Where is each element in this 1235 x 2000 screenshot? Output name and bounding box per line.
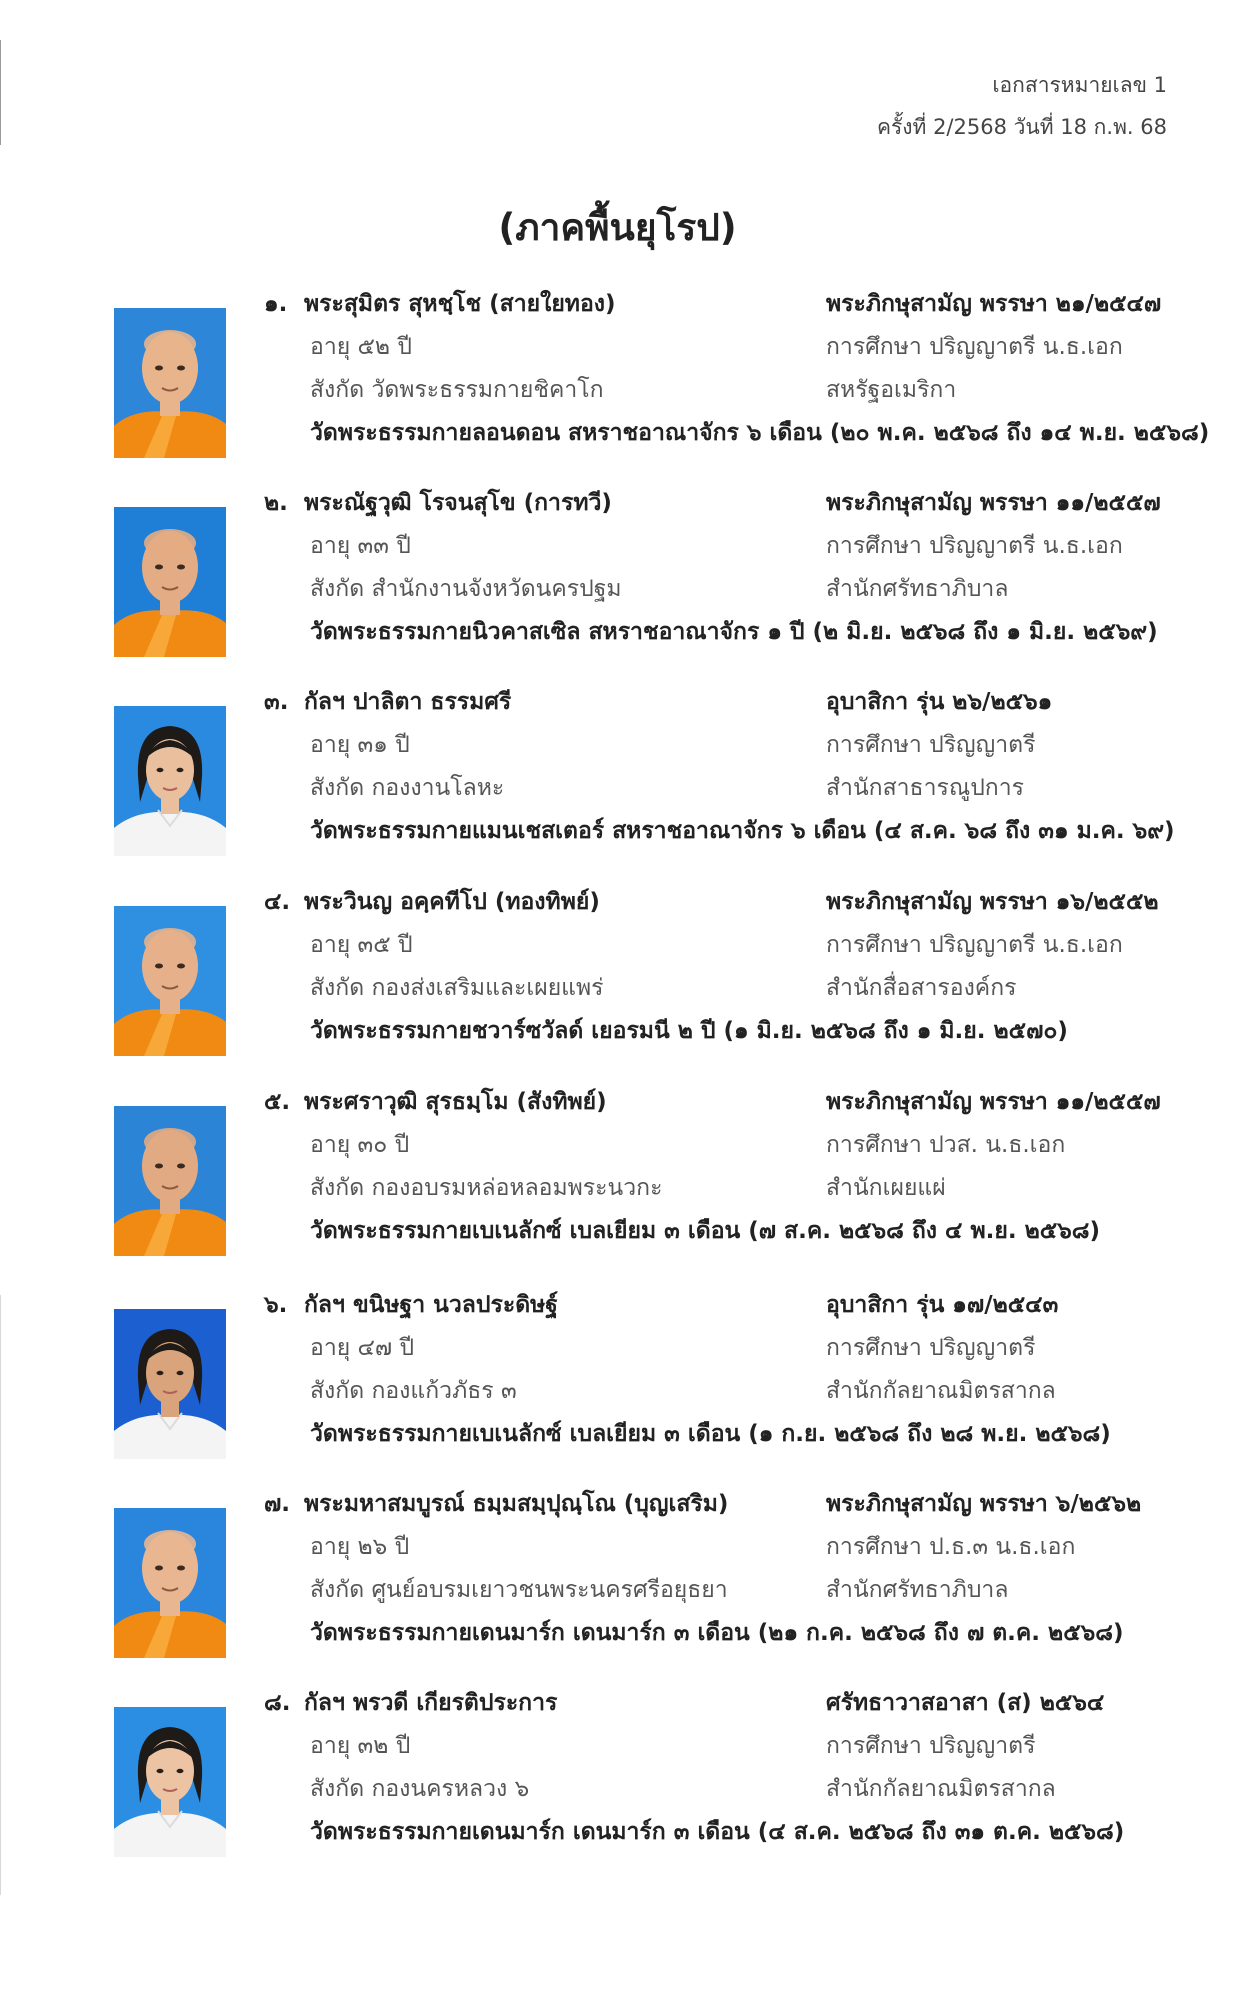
person-origin: สหรัฐอเมริกา <box>826 377 957 403</box>
person-education: การศึกษา ป.ธ.๓ น.ธ.เอก <box>826 1534 1076 1560</box>
portrait-image <box>114 1309 226 1459</box>
person-affiliation: สังกัด กองแก้วภัธร ๓ <box>310 1378 517 1404</box>
person-status <box>826 1081 1216 1210</box>
person-name: พระณัฐวุฒิ โรจนสุโข (การทวี) <box>304 490 612 516</box>
person-details <box>264 681 824 810</box>
person-status <box>826 283 1216 412</box>
person-name-line <box>264 681 824 724</box>
person-details <box>264 1682 824 1811</box>
person-education: การศึกษา ปวส. น.ธ.เอก <box>826 1132 1066 1158</box>
person-name: พระวินญ อคฺคทีโป (ทองทิพย์) <box>304 889 600 915</box>
person-details <box>264 482 824 611</box>
document-header <box>877 64 1167 148</box>
portrait-photo <box>114 706 226 856</box>
person-details <box>264 1284 824 1413</box>
assignment-detail: วัดพระธรรมกายเบเนลักซ์ เบลเยียม ๓ เดือน (๗ ส.ค. ๒๕๖๘ ถึง ๔ พ.ย. ๒๕๖๘) <box>310 1218 1100 1244</box>
entry-number: ๖. <box>264 1292 288 1318</box>
entry-number: ๕. <box>264 1089 291 1115</box>
person-details <box>264 283 824 412</box>
person-rank: พระภิกษุสามัญ พรรษา ๖/๒๕๖๒ <box>826 1491 1142 1517</box>
assignment-detail: วัดพระธรรมกายลอนดอน สหราชอาณาจักร ๖ เดือน (๒๐ พ.ค. ๒๕๖๘ ถึง ๑๔ พ.ย. ๒๕๖๘) <box>310 420 1210 446</box>
person-affiliation: สังกัด กองนครหลวง ๖ <box>310 1776 530 1802</box>
person-age: อายุ ๓๐ ปี <box>310 1132 410 1158</box>
person-name-line <box>264 482 824 525</box>
portrait-image <box>114 507 226 657</box>
personnel-entry <box>0 1284 1235 1484</box>
person-age: อายุ ๓๒ ปี <box>310 1733 411 1759</box>
portrait-image <box>114 906 226 1056</box>
person-education: การศึกษา ปริญญาตรี <box>826 1335 1036 1361</box>
person-name: พระมหาสมบูรณ์ ธมฺมสมฺปุณฺโณ (บุญเสริม) <box>304 1491 729 1517</box>
person-origin: สำนักสาธารณูปการ <box>826 775 1024 801</box>
person-status <box>826 1483 1216 1612</box>
assignment-detail: วัดพระธรรมกายแมนเชสเตอร์ สหราชอาณาจักร ๖ เดือน (๔ ส.ค. ๖๘ ถึง ๓๑ ม.ค. ๖๙) <box>310 818 1175 844</box>
assignment-detail: วัดพระธรรมกายนิวคาสเซิล สหราชอาณาจักร ๑ ปี (๒ มิ.ย. ๒๕๖๘ ถึง ๑ มิ.ย. ๒๕๖๙) <box>310 619 1158 645</box>
person-rank: อุบาสิกา รุ่น ๑๗/๒๕๔๓ <box>826 1292 1059 1318</box>
assignment-detail: วัดพระธรรมกายเดนมาร์ก เดนมาร์ก ๓ เดือน (๒๑ ก.ค. ๒๕๖๘ ถึง ๗ ต.ค. ๒๕๖๘) <box>310 1620 1124 1646</box>
personnel-entry <box>0 482 1235 682</box>
person-age: อายุ ๕๒ ปี <box>310 334 412 360</box>
personnel-entry <box>0 1682 1235 1882</box>
person-status <box>826 482 1216 611</box>
portrait-image <box>114 1707 226 1857</box>
portrait-image <box>114 1508 226 1658</box>
person-age: อายุ ๓๑ ปี <box>310 732 410 758</box>
person-status <box>826 1284 1216 1413</box>
portrait-image <box>114 308 226 458</box>
person-age: อายุ ๓๓ ปี <box>310 533 411 559</box>
personnel-entry <box>0 283 1235 483</box>
person-rank: พระภิกษุสามัญ พรรษา ๑๖/๒๕๕๒ <box>826 889 1159 915</box>
person-details <box>264 1081 824 1210</box>
person-name-line <box>264 283 824 326</box>
person-origin: สำนักกัลยาณมิตรสากล <box>826 1378 1056 1404</box>
person-name: กัลฯ พรวดี เกียรติประการ <box>304 1690 558 1716</box>
portrait-photo <box>114 1707 226 1857</box>
person-name: พระสุมิตร สุหชฺโช (สายใยทอง) <box>304 291 616 317</box>
page-title: (ภาคพื้นยุโรป) <box>498 206 737 249</box>
person-education: การศึกษา ปริญญาตรี น.ธ.เอก <box>826 932 1123 958</box>
person-name: กัลฯ ปาลิตา ธรรมศรี <box>304 689 512 715</box>
person-origin: สำนักเผยแผ่ <box>826 1175 946 1201</box>
personnel-entry <box>0 1483 1235 1683</box>
entry-number: ๓. <box>264 689 289 715</box>
entry-number: ๗. <box>264 1491 291 1517</box>
person-name-line <box>264 881 824 924</box>
assignment-detail: วัดพระธรรมกายเดนมาร์ก เดนมาร์ก ๓ เดือน (๔ ส.ค. ๒๕๖๘ ถึง ๓๑ ต.ค. ๒๕๖๘) <box>310 1819 1125 1845</box>
person-affiliation: สังกัด กองส่งเสริมและเผยแพร่ <box>310 975 604 1001</box>
person-name-line <box>264 1081 824 1124</box>
person-name-line <box>264 1682 824 1725</box>
person-origin: สำนักศรัทธาภิบาล <box>826 1577 1009 1603</box>
person-age: อายุ ๒๖ ปี <box>310 1534 410 1560</box>
person-name: กัลฯ ขนิษฐา นวลประดิษฐ์ <box>304 1292 558 1318</box>
person-name: พระศราวุฒิ สุรธมฺโม (สังทิพย์) <box>304 1089 607 1115</box>
person-affiliation: สังกัด สำนักงานจังหวัดนครปฐม <box>310 576 622 602</box>
person-name-line <box>264 1483 824 1526</box>
person-affiliation: สังกัด กองงานโลหะ <box>310 775 505 801</box>
person-affiliation: สังกัด ศูนย์อบรมเยาวชนพระนครศรีอยุธยา <box>310 1577 728 1603</box>
person-origin: สำนักกัลยาณมิตรสากล <box>826 1776 1056 1802</box>
assignment-detail: วัดพระธรรมกายชวาร์ซวัลด์ เยอรมนี ๒ ปี (๑ มิ.ย. ๒๕๖๘ ถึง ๑ มิ.ย. ๒๕๗๐) <box>310 1018 1068 1044</box>
person-rank: พระภิกษุสามัญ พรรษา ๒๑/๒๕๔๗ <box>826 291 1162 317</box>
portrait-image <box>114 706 226 856</box>
portrait-photo <box>114 1309 226 1459</box>
entry-number: ๑. <box>264 291 288 317</box>
person-status <box>826 1682 1216 1811</box>
person-origin: สำนักศรัทธาภิบาล <box>826 576 1009 602</box>
entry-number: ๘. <box>264 1690 291 1716</box>
portrait-photo <box>114 1508 226 1658</box>
person-rank: ศรัทธาวาสอาสา (ส) ๒๕๖๔ <box>826 1690 1105 1716</box>
person-age: อายุ ๔๗ ปี <box>310 1335 415 1361</box>
person-education: การศึกษา ปริญญาตรี น.ธ.เอก <box>826 334 1123 360</box>
person-rank: พระภิกษุสามัญ พรรษา ๑๑/๒๕๕๗ <box>826 490 1161 516</box>
entry-number: ๒. <box>264 490 288 516</box>
assignment-detail: วัดพระธรรมกายเบเนลักซ์ เบลเยียม ๓ เดือน (๑ ก.ย. ๒๕๖๘ ถึง ๒๘ พ.ย. ๒๕๖๘) <box>310 1421 1111 1447</box>
personnel-entry <box>0 681 1235 881</box>
person-status <box>826 881 1216 1010</box>
person-education: การศึกษา ปริญญาตรี น.ธ.เอก <box>826 533 1123 559</box>
page-edge-mark <box>0 40 1 145</box>
person-origin: สำนักสื่อสารองค์กร <box>826 975 1017 1001</box>
person-details <box>264 1483 824 1612</box>
person-education: การศึกษา ปริญญาตรี <box>826 1733 1036 1759</box>
portrait-photo <box>114 1106 226 1256</box>
person-rank: อุบาสิกา รุ่น ๒๖/๒๕๖๑ <box>826 689 1053 715</box>
session-date: ครั้งที่ 2/2568 วันที่ 18 ก.พ. 68 <box>876 115 1167 139</box>
person-rank: พระภิกษุสามัญ พรรษา ๑๑/๒๕๕๗ <box>826 1089 1161 1115</box>
personnel-entry <box>0 1081 1235 1281</box>
portrait-photo <box>114 308 226 458</box>
person-details <box>264 881 824 1010</box>
person-affiliation: สังกัด กองอบรมหล่อหลอมพระนวกะ <box>310 1175 663 1201</box>
portrait-photo <box>114 906 226 1056</box>
entry-number: ๔. <box>264 889 291 915</box>
person-name-line <box>264 1284 824 1327</box>
person-age: อายุ ๓๕ ปี <box>310 932 413 958</box>
portrait-photo <box>114 507 226 657</box>
person-status <box>826 681 1216 810</box>
person-affiliation: สังกัด วัดพระธรรมกายชิคาโก <box>310 377 604 403</box>
document-number: เอกสารหมายเลข 1 <box>992 73 1167 97</box>
portrait-image <box>114 1106 226 1256</box>
personnel-entry <box>0 881 1235 1081</box>
person-education: การศึกษา ปริญญาตรี <box>826 732 1036 758</box>
